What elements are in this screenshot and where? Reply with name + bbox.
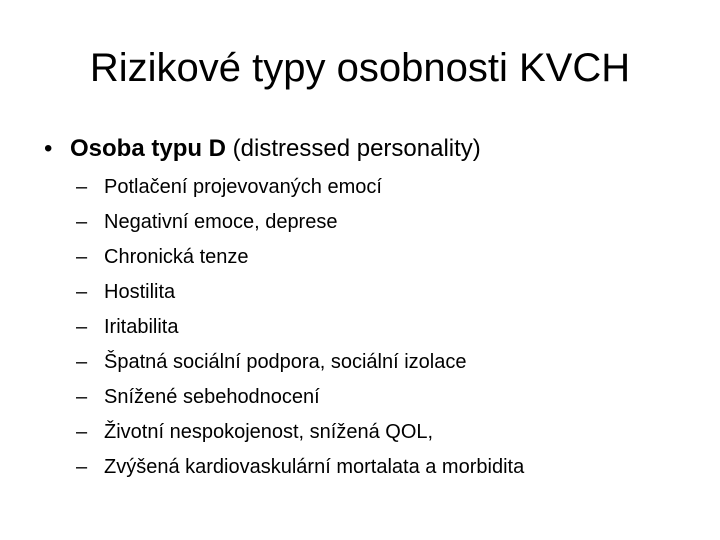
sub-bullet-text: Negativní emoce, deprese: [104, 211, 338, 233]
sub-bullet-marker: –: [76, 351, 88, 373]
sub-bullet-marker: –: [76, 316, 88, 338]
sub-bullet-item: [76, 450, 524, 485]
sub-bullet-text: Špatná sociální podpora, sociální izolace: [104, 351, 467, 373]
sub-bullet-text: Hostilita: [104, 281, 176, 303]
sub-bullet-item: [76, 240, 524, 275]
sub-bullet-item: [76, 275, 524, 310]
sub-bullet-marker: –: [76, 386, 88, 408]
slide-title: Rizikové typy osobnosti KVCH: [89, 46, 631, 90]
sub-bullet-text: Iritabilita: [104, 316, 179, 338]
main-bullet: [44, 134, 481, 164]
sub-bullet-item: [76, 205, 524, 240]
sub-bullet-item: [76, 415, 524, 450]
bullet-marker: •: [44, 135, 53, 162]
sub-bullet-marker: –: [76, 281, 88, 303]
sub-bullet-text: Životní nespokojenost, snížená QOL,: [104, 421, 434, 443]
sub-bullet-text: Potlačení projevovaných emocí: [104, 176, 382, 198]
sub-bullet-item: [76, 380, 524, 415]
sub-bullet-item: [76, 345, 524, 380]
sub-bullet-marker: –: [76, 246, 88, 268]
sub-bullet-list: [76, 170, 524, 485]
sub-bullet-marker: –: [76, 456, 88, 478]
sub-bullet-text: Chronická tenze: [104, 246, 249, 268]
sub-bullet-text: Zvýšená kardiovaskulární mortalata a morbidita: [104, 456, 525, 478]
sub-bullet-item: [76, 170, 524, 205]
sub-bullet-marker: –: [76, 421, 88, 443]
bullet-bold-text: Osoba typu D: [70, 135, 227, 162]
sub-bullet-text: Snížené sebehodnocení: [104, 386, 320, 408]
bullet-rest-text: (distressed personality): [226, 135, 481, 162]
sub-bullet-marker: –: [76, 176, 88, 198]
sub-bullet-marker: –: [76, 211, 88, 233]
sub-bullet-item: [76, 310, 524, 345]
